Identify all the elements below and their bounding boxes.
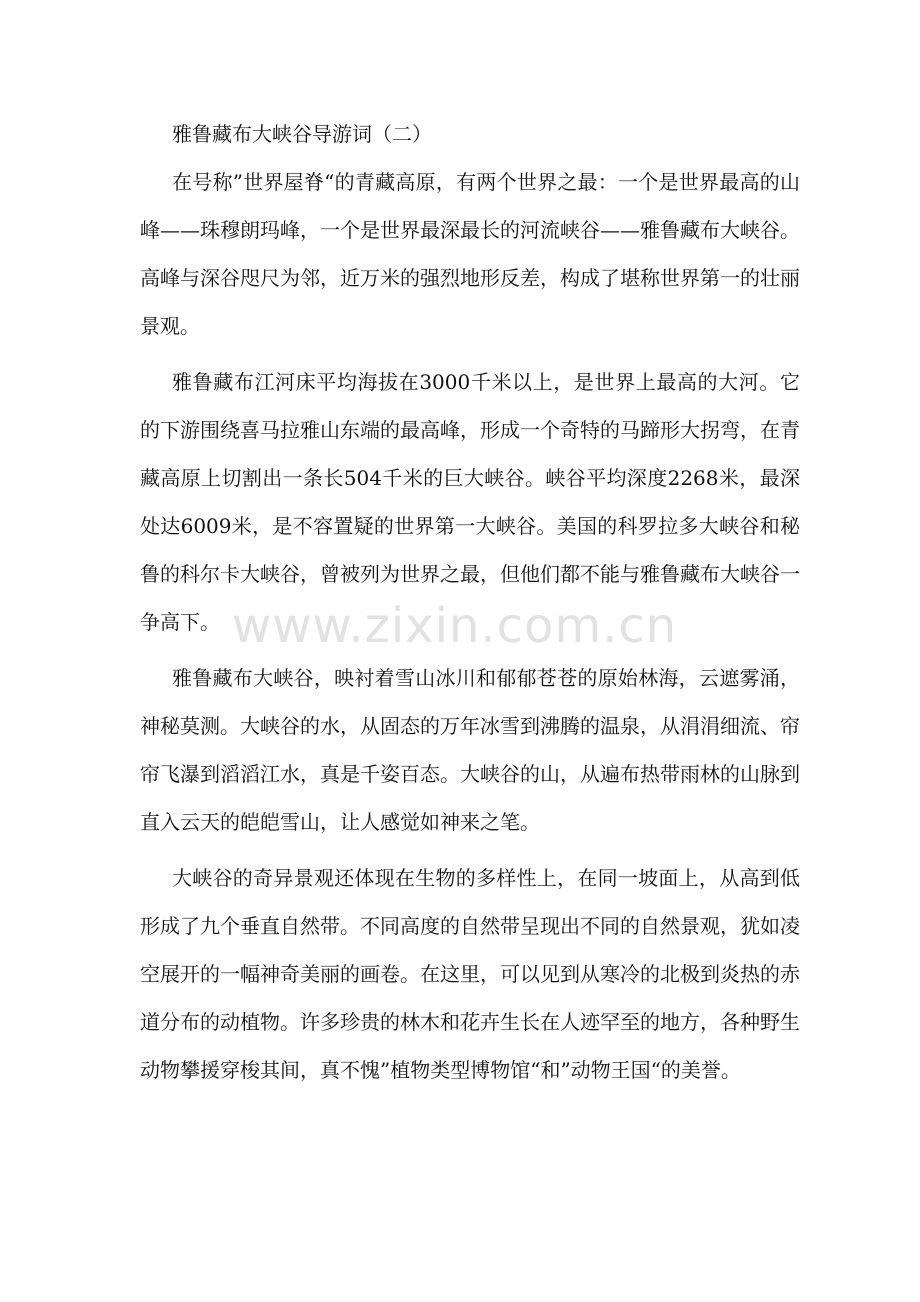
paragraph-1: 在号称”世界屋脊“的青藏高原，有两个世界之最：一个是世界最高的山峰——珠穆朗玛峰，一个是世界最深最长的河流峡谷——雅鲁藏布大峡谷。高峰与深谷咫尺为邻，近万米的强烈地形反差，构成了堪称世界第一的壮丽景观。	[140, 170, 800, 338]
paragraph-3: 雅鲁藏布大峡谷，映衬着雪山冰川和郁郁苍苍的原始林海，云遮雾涌，神秘莫测。大峡谷的水，从固态的万年冰雪到沸腾的温泉，从涓涓细流、帘帘飞瀑到滔滔江水，真是千姿百态。大峡谷的山，从遍布热带雨林的山脉到直入云天的皑皑雪山，让人感觉如神来之笔。	[140, 666, 800, 834]
document-body	[140, 110, 800, 1102]
paragraph-2: 雅鲁藏布江河床平均海拔在3000千米以上，是世界上最高的大河。它的下游围绕喜马拉雅山东端的最高峰，形成一个奇特的马蹄形大拐弯，在青藏高原上切割出一条长504千米的巨大峡谷。峡谷平均深度2268米，最深处达6009米，是不容置疑的世界第一大峡谷。美国的科罗拉多大峡谷和秘鲁的科尔卡大峡谷，曾被列为世界之最，但他们都不能与雅鲁藏布大峡谷一争高下。	[140, 370, 800, 634]
document-title: 雅鲁藏布大峡谷导游词（二）	[172, 122, 432, 146]
paragraph-4: 大峡谷的奇异景观还体现在生物的多样性上，在同一坡面上，从高到低形成了九个垂直自然带。不同高度的自然带呈现出不同的自然景观，犹如凌空展开的一幅神奇美丽的画卷。在这里，可以见到从寒冷的北极到炎热的赤道分布的动植物。许多珍贵的林木和花卉生长在人迹罕至的地方，各种野生动物攀援穿梭其间，真不愧”植物类型博物馆“和”动物王国“的美誉。	[140, 866, 800, 1082]
watermark: www.zixin.com.cn	[232, 598, 678, 654]
